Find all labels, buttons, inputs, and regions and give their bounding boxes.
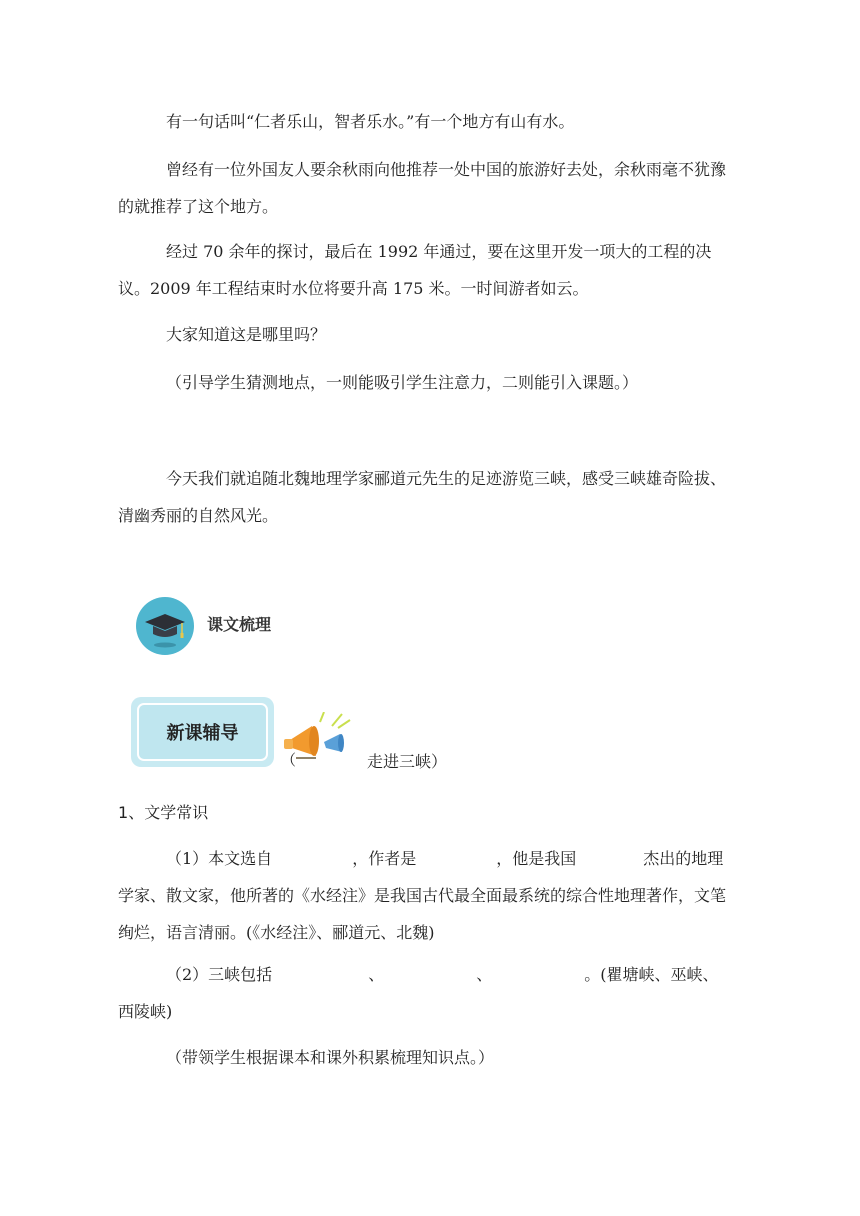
intro-paragraph-5: （引导学生猜测地点，一则能吸引学生注意力，二则能引入课题。） — [166, 373, 639, 392]
intro-paragraph-6: 今天我们就追随北魏地理学家郦道元先生的足迹游览三峡，感受三峡雄奇险拔、清幽秀丽的自然风光。 — [118, 469, 727, 525]
teacher-note: （带领学生根据课本和课外积累梳理知识点。） — [166, 1048, 495, 1067]
lesson-label: 新课辅导 — [137, 703, 268, 761]
literature-item-2 — [118, 956, 732, 1030]
literature-heading-number: 1 — [118, 803, 129, 822]
subtitle-open-paren: （ — [281, 751, 297, 769]
literature-heading-text: 、文学常识 — [128, 803, 209, 822]
intro-paragraph-1: 有一句话叫“仁者乐山，智者乐水。”有一个地方有山有水。 — [166, 112, 575, 131]
item2-part-c: 、 — [476, 965, 493, 984]
item1-part-a: （1）本文选自 — [166, 849, 273, 868]
intro-paragraph-3: 经过 70 余年的探讨，最后在 1992 年通过，要在这里开发一项大的工程的决议。2009 年工程结束时水位将要升高 175 米。一时间游者如云。 — [118, 242, 712, 298]
item2-part-a: （2）三峡包括 — [166, 965, 273, 984]
item1-part-b: ，作者是 — [352, 849, 417, 868]
item1-part-d: 杰出的地理学家、散文家，他所著的《水经注》是我国古代最全面最系统的综合性地理著作，文笔绚烂，语言清丽。(《水经注》、郦道元、北魏) — [118, 849, 727, 942]
intro-paragraph-2: 曾经有一位外国友人要余秋雨向他推荐一处中国的旅游好去处，余秋雨毫不犹豫的就推荐了这个地方。 — [118, 160, 727, 216]
item2-part-b: 、 — [368, 965, 385, 984]
literature-heading — [118, 800, 208, 823]
section-title: 课文梳理 — [207, 615, 272, 634]
lesson-subtitle: 走进三峡） — [367, 752, 448, 771]
graduation-cap-icon — [136, 597, 194, 655]
lesson-label-box — [131, 697, 274, 767]
intro-paragraph-4: 大家知道这是哪里吗？ — [166, 325, 327, 344]
item1-part-c: ，他是我国 — [496, 849, 577, 868]
literature-item-1 — [118, 840, 732, 951]
item2-part-d: 。(瞿塘峡、巫峡、西陵峡) — [118, 965, 719, 1021]
